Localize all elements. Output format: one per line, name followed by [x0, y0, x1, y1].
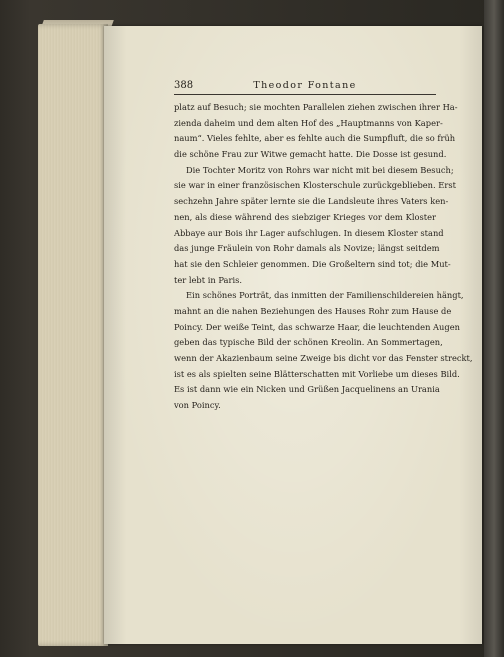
- book-cover-edge: [484, 0, 504, 657]
- text-line: geben das typische Bild der schönen Kreolin. An Sommertagen,: [174, 337, 443, 348]
- page-number: 388: [174, 80, 194, 91]
- text-line: Ein schönes Porträt, das inmitten der Familienschildereien hängt,: [186, 290, 464, 301]
- text-line: platz auf Besuch; sie mochten Parallelen ziehen zwischen ihrer Ha-: [174, 102, 458, 112]
- body-text: [174, 100, 473, 414]
- running-head: Theodor Fontane: [253, 80, 357, 91]
- text-line: Abbaye aur Bois ihr Lager aufschlugen. In diesem Kloster stand: [174, 227, 444, 238]
- page-header: [174, 80, 436, 95]
- text-line: wenn der Akazienbaum seine Zweige bis dicht vor das Fenster streckt,: [174, 353, 473, 363]
- text-line: mahnt an die nahen Beziehungen des Hauses Rohr zum Hause de: [174, 305, 452, 316]
- text-line: nen, als diese während des siebziger Krieges vor dem Kloster: [174, 211, 436, 222]
- book-page-edges: [38, 24, 108, 646]
- text-line: Die Tochter Moritz von Rohrs war nicht mit bei diesem Besuch;: [186, 164, 454, 175]
- text-line: Poincy. Der weiße Teint, das schwarze Haar, die leuchtenden Augen: [174, 321, 460, 332]
- text-line: zienda daheim und dem alten Hof des „Hauptmanns von Kaper-: [174, 117, 443, 128]
- text-line: von Poincy.: [174, 400, 221, 411]
- text-line: ter lebt in Paris.: [174, 274, 242, 285]
- text-line: die schöne Frau zur Witwe gemacht hatte. Die Dosse ist gesund.: [174, 149, 447, 160]
- text-line: sie war in einer französischen Klosterschule zurückgeblieben. Erst: [174, 180, 456, 191]
- text-line: das junge Fräulein von Rohr damals als Novize; längst seitdem: [174, 243, 440, 254]
- book-page: [104, 26, 482, 644]
- text-line: Es ist dann wie ein Nicken und Grüßen Jacquelinens an Urania: [174, 384, 440, 395]
- text-line: ist es als spielten seine Blätterschatten mit Vorliebe um dieses Bild.: [174, 368, 460, 379]
- text-line: hat sie den Schleier genommen. Die Großeltern sind tot; die Mut-: [174, 258, 451, 269]
- text-line: sechzehn Jahre später lernte sie die Landsleute ihres Vaters ken-: [174, 196, 449, 207]
- text-line: naum“. Vieles fehlte, aber es fehlte auch die Sumpfluft, die so früh: [174, 133, 456, 144]
